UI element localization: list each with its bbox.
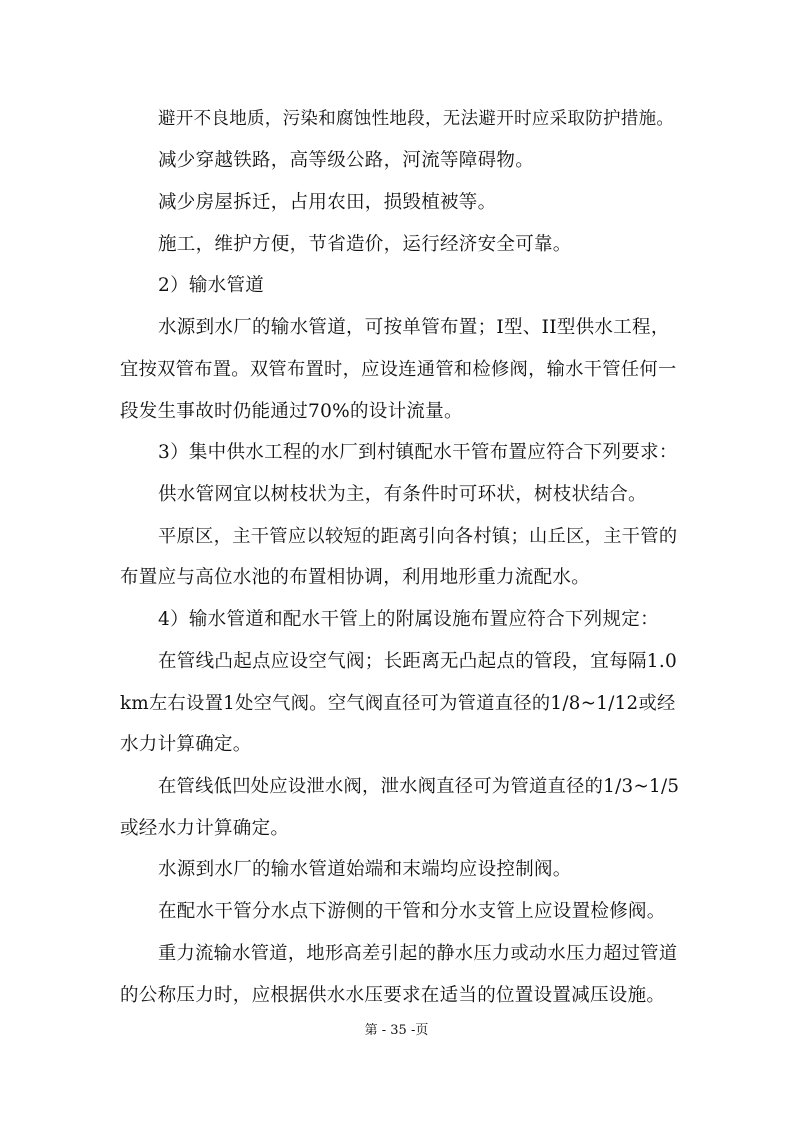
paragraph-line: 宜按双管布置。双管布置时，应设连通管和检修阀，输水干管任何一: [120, 359, 677, 380]
paragraph-line: 减少穿越铁路，高等级公路，河流等障碍物。: [158, 150, 535, 171]
paragraph-line: 的公称压力时，应根据供水水压要求在适当的位置设置减压设施。: [120, 985, 666, 1006]
section-heading: 4）输水管道和配水干管上的附属设施布置应符合下列规定：: [158, 609, 659, 630]
paragraph-line: 平原区，主干管应以较短的距离引向各村镇；山丘区，主干管的: [158, 526, 678, 547]
paragraph-line: 水源到水厂的输水管道，可按单管布置；I型、II型供水工程，: [158, 317, 670, 338]
paragraph-line: 施工，维护方便，节省造价，运行经济安全可靠。: [158, 234, 572, 255]
paragraph-line: 供水管网宜以树枝状为主，有条件时可环状，树枝状结合。: [158, 484, 647, 505]
section-heading: 3）集中供水工程的水厂到村镇配水干管布置应符合下列要求：: [158, 442, 678, 463]
paragraph-line: 避开不良地质，污染和腐蚀性地段，无法避开时应采取防护措施。: [158, 109, 675, 129]
page-number: 第 - 35 -页: [364, 1023, 429, 1038]
section-heading: 2）输水管道: [158, 275, 265, 296]
paragraph-line: 在管线低凹处应设泄水阀，泄水阀直径可为管道直径的1/3~1/5: [158, 776, 680, 797]
paragraph-line: 水力计算确定。: [120, 734, 252, 755]
paragraph-line: 重力流输水管道，地形高差引起的静水压力或动水压力超过管道: [158, 943, 678, 964]
paragraph-line: 在管线凸起点应设空气阀；长距离无凸起点的管段，宜每隔1.0: [158, 651, 678, 672]
paragraph-line: 段发生事故时仍能通过70%的设计流量。: [120, 401, 463, 422]
paragraph-line: 减少房屋拆迁，占用农田，损毁植被等。: [158, 192, 497, 213]
paragraph-line: 布置应与高位水池的布置相协调，利用地形重力流配水。: [120, 567, 591, 588]
paragraph-line: 或经水力计算确定。: [120, 818, 290, 839]
paragraph-line: 在配水干管分水点下游侧的干管和分水支管上应设置检修阀。: [158, 901, 666, 922]
paragraph-line: 水源到水厂的输水管道始端和末端均应设控制阀。: [158, 859, 572, 880]
paragraph-line: km左右设置1处空气阀。空气阀直径可为管道直径的1/8~1/12或经: [120, 693, 676, 714]
